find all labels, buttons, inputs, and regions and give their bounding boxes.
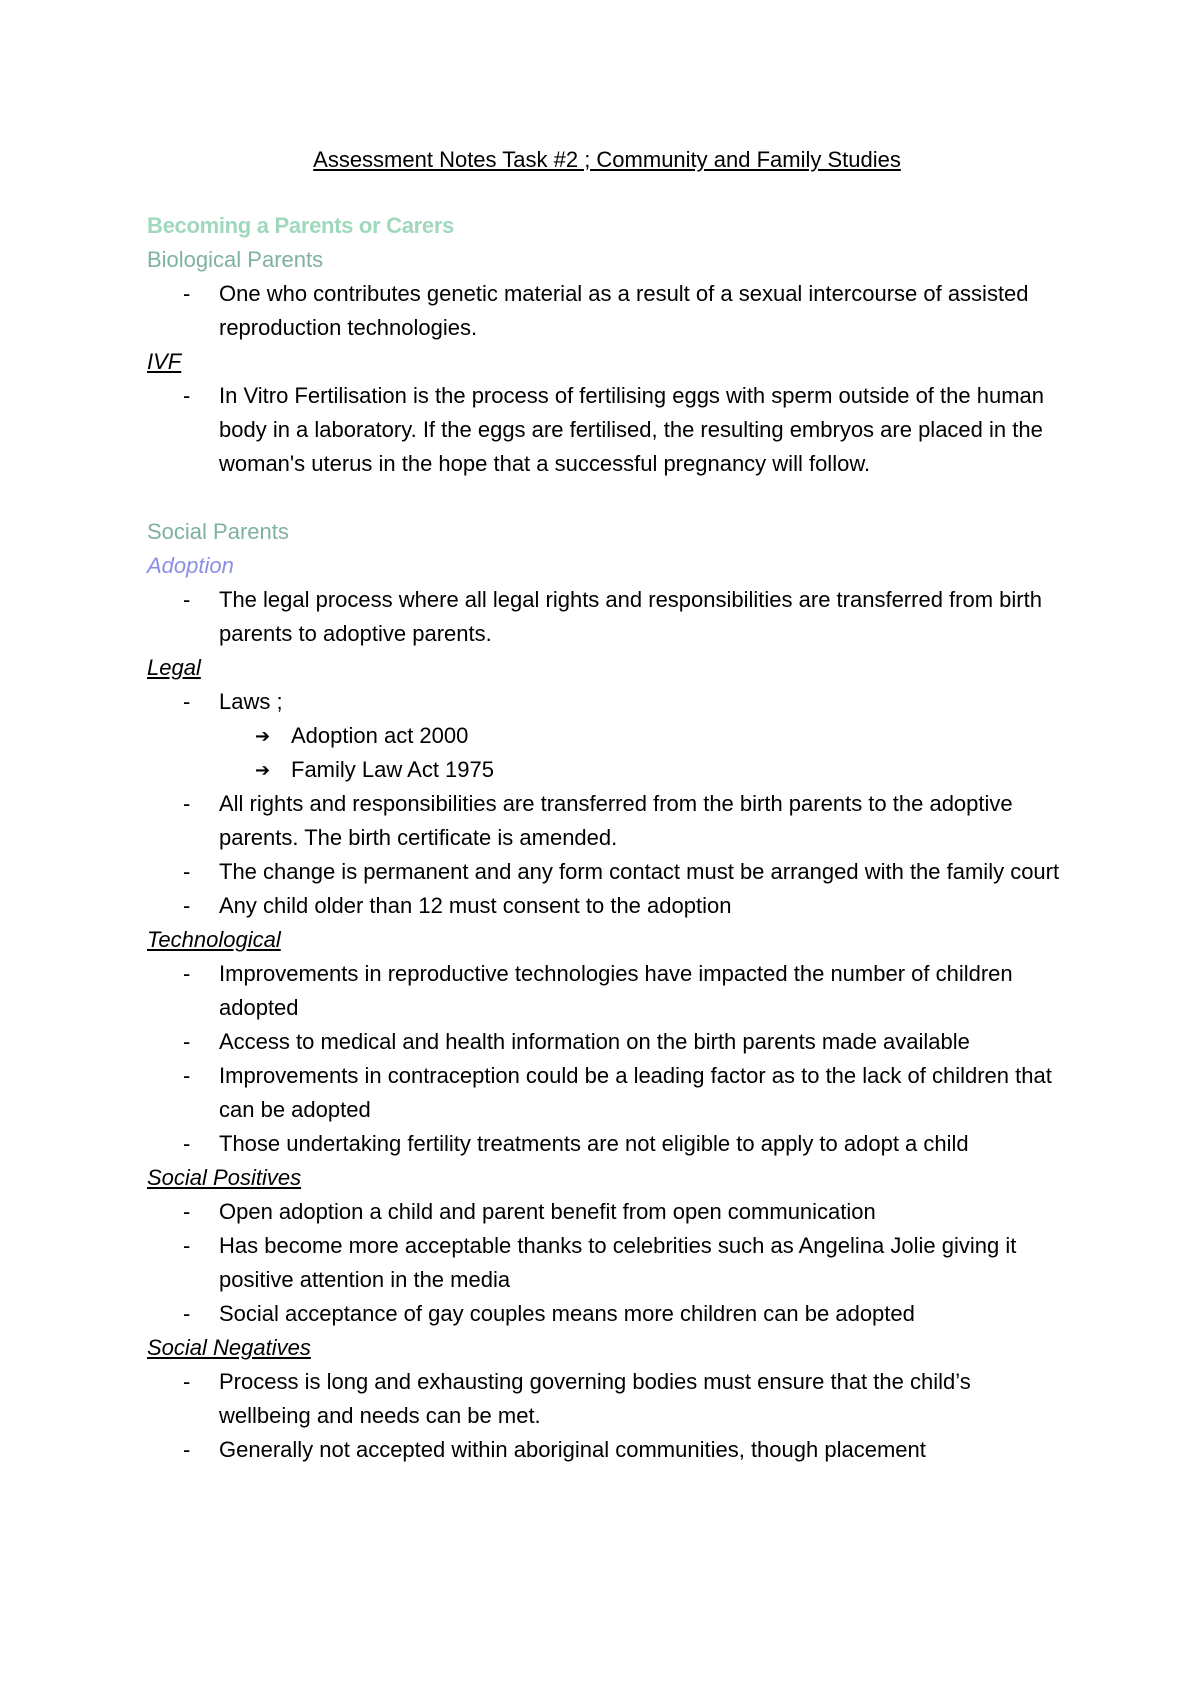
list-item <box>147 1127 1067 1161</box>
dash-marker: - <box>183 1199 191 1224</box>
list-item <box>147 855 1067 889</box>
dash-marker: - <box>183 1063 191 1088</box>
list-item <box>147 1433 1067 1467</box>
laws-sublist <box>147 719 1067 787</box>
page-title: Assessment Notes Task #2 ; Community and Family Studies <box>313 147 901 172</box>
list-item <box>147 889 1067 923</box>
sublist-item <box>147 753 1067 787</box>
arrow-marker: ➔ <box>255 760 271 780</box>
list-item-text: In Vitro Fertilisation is the process of fertilising eggs with sperm outside of the human body in a laboratory. If the eggs are fertilised, the resulting embryos are placed in the woman's uterus in the hope that a successful pregnancy will follow. <box>219 383 1044 476</box>
list-item-text: Generally not accepted within aboriginal communities, though placement <box>219 1437 926 1462</box>
dash-marker: - <box>183 1301 191 1326</box>
list-item <box>147 379 1067 481</box>
list-item <box>147 1229 1067 1297</box>
list-item <box>147 583 1067 651</box>
list-item-text: Improvements in reproductive technologies have impacted the number of children adopted <box>219 961 1013 1020</box>
dash-marker: - <box>183 961 191 986</box>
list-item-text: Social acceptance of gay couples means more children can be adopted <box>219 1301 915 1326</box>
social-negatives-list <box>147 1365 1067 1467</box>
dash-marker: - <box>183 893 191 918</box>
list-item-text: Any child older than 12 must consent to the adoption <box>219 893 732 918</box>
list-item-text: The change is permanent and any form contact must be arranged with the family court <box>219 859 1060 884</box>
list-item <box>147 957 1067 1025</box>
list-item-text: Laws ; <box>219 689 283 714</box>
dash-marker: - <box>183 689 191 714</box>
legal-label: Legal <box>147 655 201 680</box>
document-content <box>147 143 1067 1467</box>
list-item <box>147 1059 1067 1127</box>
list-item-text: Open adoption a child and parent benefit from open communication <box>219 1199 876 1224</box>
dash-marker: - <box>183 383 191 408</box>
list-item <box>147 1297 1067 1331</box>
dash-marker: - <box>183 1029 191 1054</box>
list-item-text: The legal process where all legal rights and responsibilities are transferred from birth parents to adoptive parents. <box>219 587 1042 646</box>
arrow-marker: ➔ <box>255 726 271 746</box>
ivf-list <box>147 379 1067 481</box>
biological-parents-list <box>147 277 1067 345</box>
dash-marker: - <box>183 1233 191 1258</box>
social-positives-list <box>147 1195 1067 1331</box>
technological-list <box>147 957 1067 1161</box>
list-item-text: Improvements in contraception could be a leading factor as to the lack of children that can be adopted <box>219 1063 1052 1122</box>
list-item <box>147 277 1067 345</box>
dash-marker: - <box>183 1131 191 1156</box>
list-item <box>147 1025 1067 1059</box>
sublist-item-text: Adoption act 2000 <box>291 723 469 748</box>
legal-list <box>147 685 1067 923</box>
social-negatives-label: Social Negatives <box>147 1335 311 1360</box>
dash-marker: - <box>183 791 191 816</box>
sublist-item <box>147 719 1067 753</box>
ivf-label: IVF <box>147 349 182 374</box>
list-item-text: One who contributes genetic material as a result of a sexual intercourse of assisted reproduction technologies. <box>219 281 1029 340</box>
adoption-list <box>147 583 1067 651</box>
dash-marker: - <box>183 1437 191 1462</box>
list-item-text: Has become more acceptable thanks to celebrities such as Angelina Jolie giving it positive attention in the media <box>219 1233 1017 1292</box>
social-positives-label: Social Positives <box>147 1165 302 1190</box>
list-item <box>147 685 1067 787</box>
list-item <box>147 1365 1067 1433</box>
section-heading: Becoming a Parents or Carers <box>147 213 455 238</box>
dash-marker: - <box>183 281 191 306</box>
list-item-text: Those undertaking fertility treatments are not eligible to apply to adopt a child <box>219 1131 969 1156</box>
list-item-text: All rights and responsibilities are transferred from the birth parents to the adoptive parents. The birth certificate is amended. <box>219 791 1013 850</box>
sublist-item-text: Family Law Act 1975 <box>291 757 494 782</box>
technological-label: Technological <box>147 927 281 952</box>
adoption-heading: Adoption <box>147 553 234 578</box>
dash-marker: - <box>183 859 191 884</box>
social-parents-heading: Social Parents <box>147 519 289 544</box>
spacer <box>147 481 1067 515</box>
biological-parents-heading: Biological Parents <box>147 247 324 272</box>
dash-marker: - <box>183 587 191 612</box>
list-item-text: Access to medical and health information on the birth parents made available <box>219 1029 970 1054</box>
list-item <box>147 787 1067 855</box>
list-item-text: Process is long and exhausting governing bodies must ensure that the child’s wellbeing and needs can be met. <box>219 1369 971 1428</box>
list-item <box>147 1195 1067 1229</box>
dash-marker: - <box>183 1369 191 1394</box>
